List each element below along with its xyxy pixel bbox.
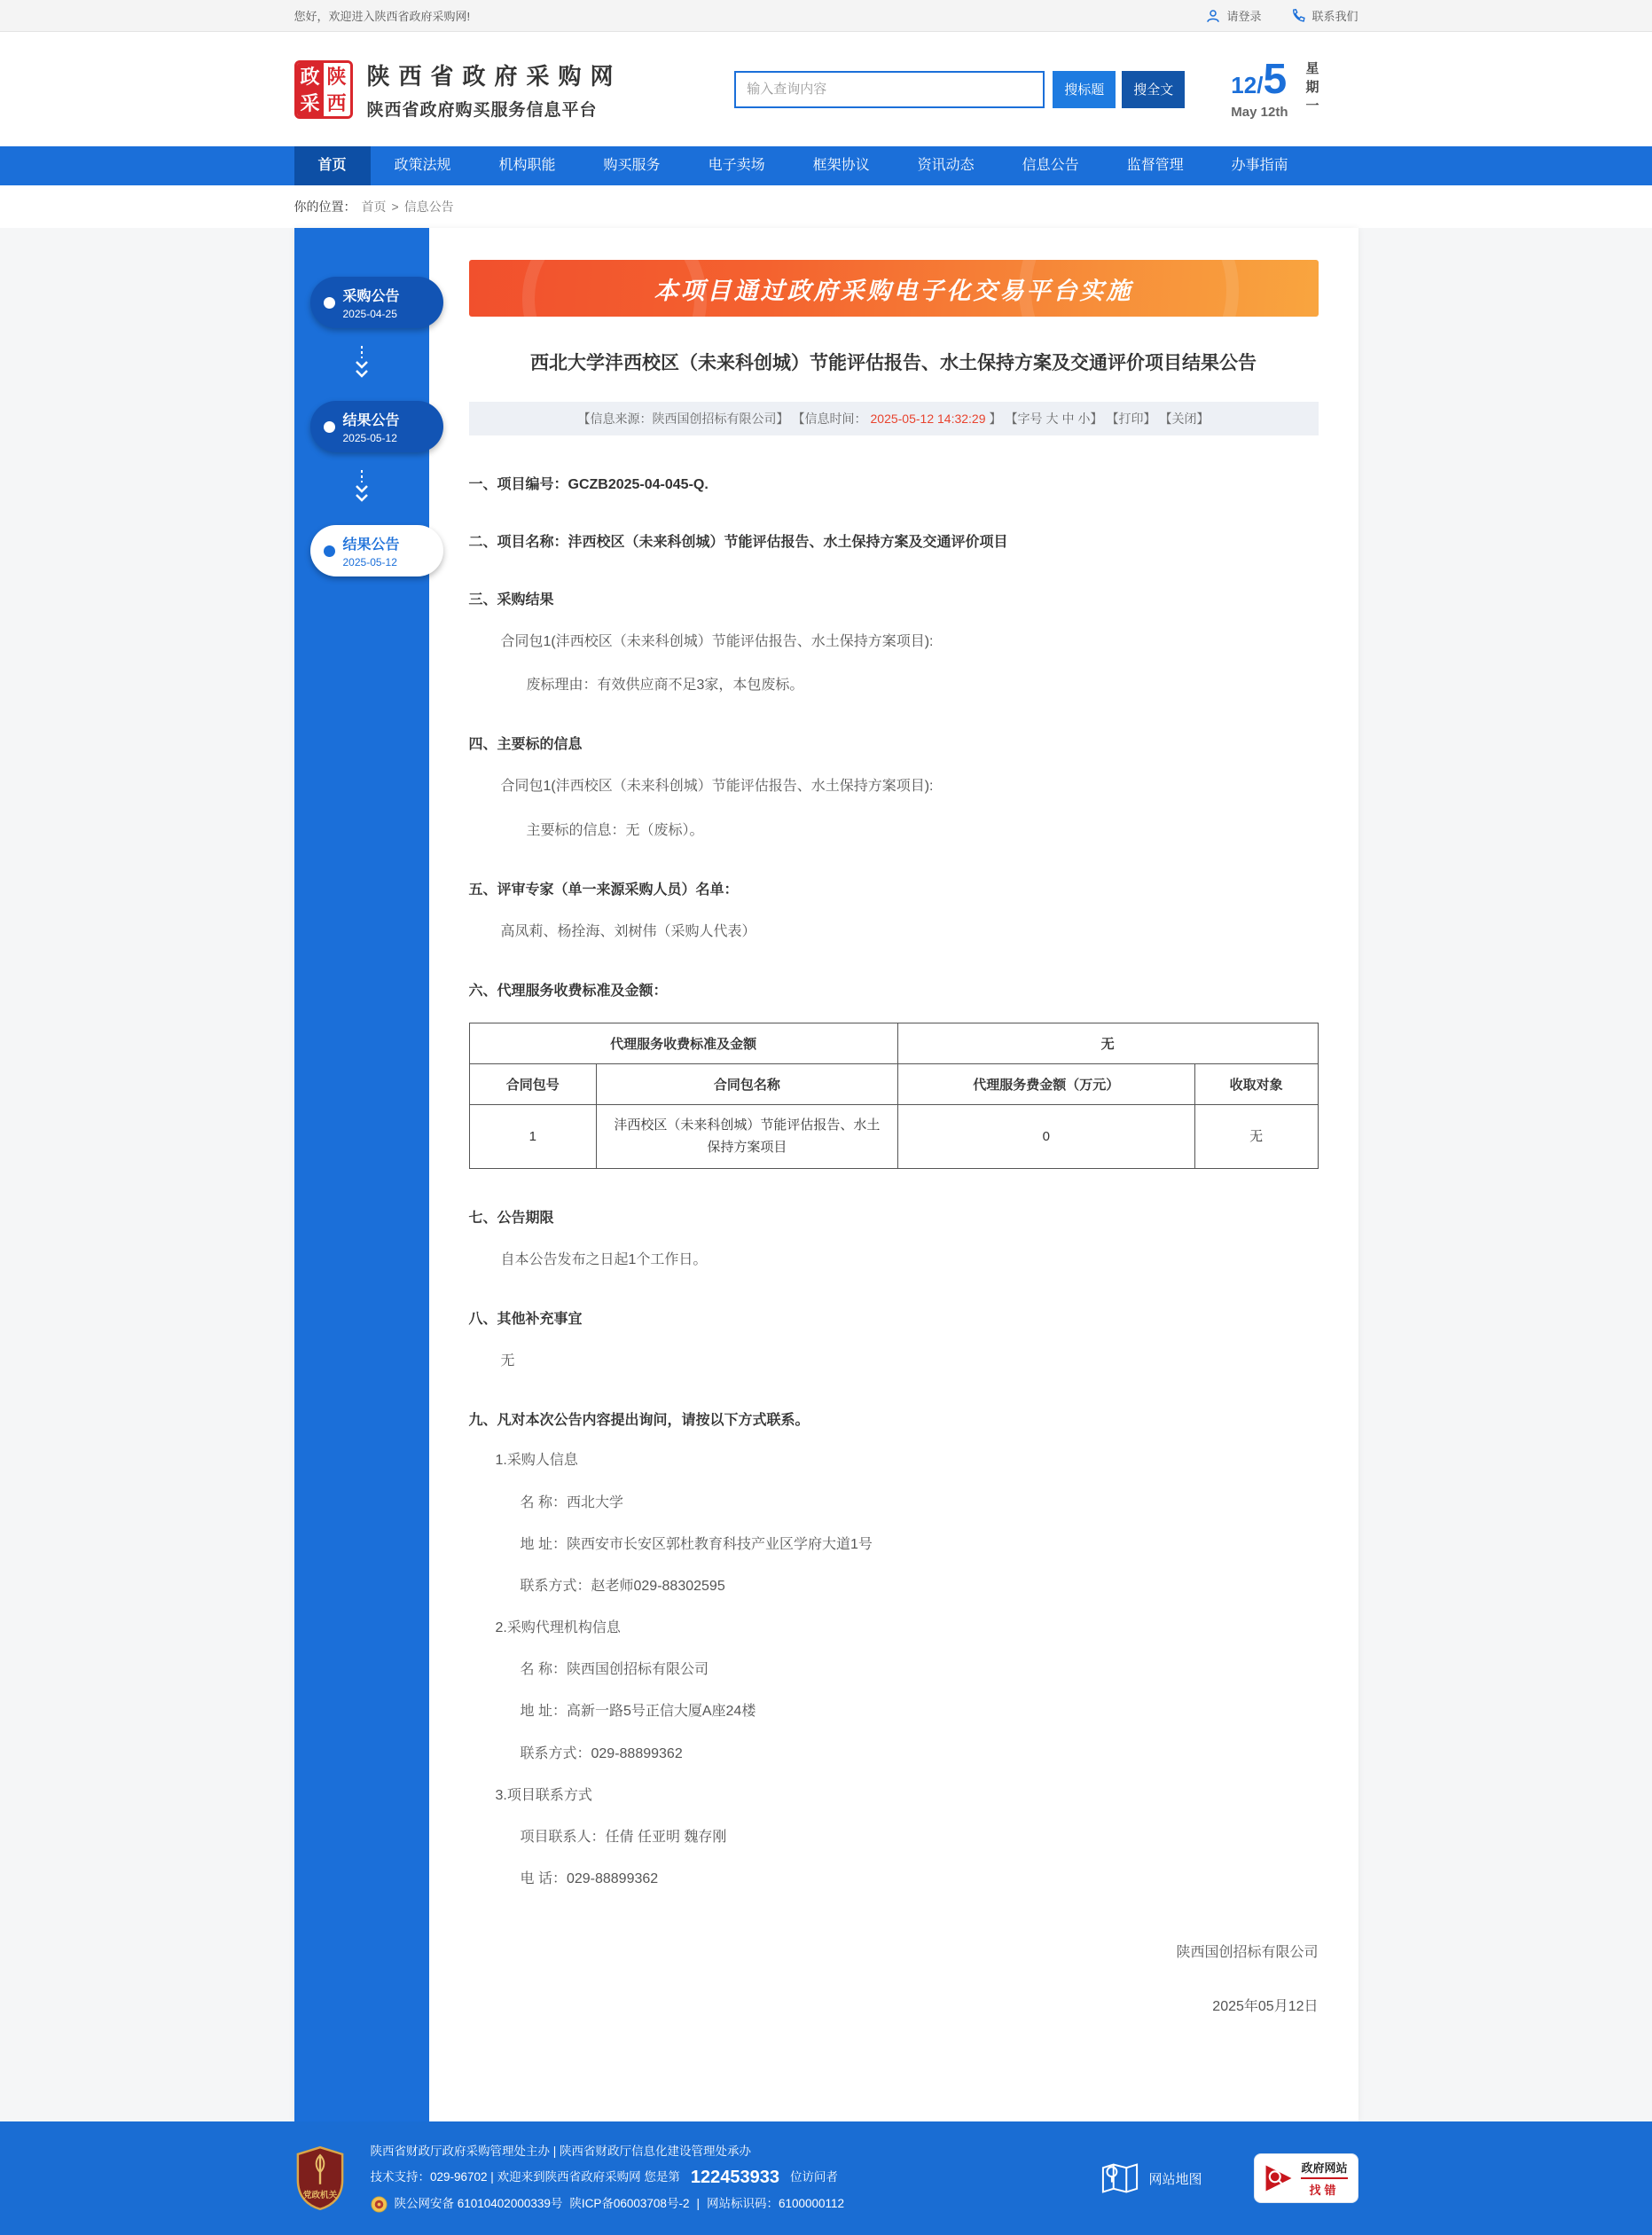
font-size-small-button[interactable]: 小】 [1077, 412, 1103, 426]
timeline-item-procurement-notice[interactable]: 采购公告 2025-04-25 [310, 277, 443, 328]
date-weekday: 星期一 [1304, 61, 1319, 117]
site-title: 陕西省政府采购网 [366, 62, 622, 90]
cell-fee-amount: 0 [897, 1104, 1194, 1168]
nav-item-purchase-service[interactable]: 购买服务 [603, 158, 661, 173]
timeline-arrow-icon [294, 328, 429, 401]
table-merged-header-right: 无 [897, 1023, 1318, 1063]
nav-item-announcements[interactable]: 信息公告 [1022, 158, 1079, 173]
gov-website-find-error-badge[interactable]: 政府网站 找错 [1254, 2153, 1358, 2203]
timeline-dot [324, 545, 335, 557]
user-icon [1205, 8, 1221, 24]
sitemap-link[interactable]: 网站地图 [1100, 2160, 1202, 2196]
timeline-dot [324, 297, 335, 309]
nav-item-supervision[interactable]: 监督管理 [1126, 158, 1184, 173]
nav-item-policies[interactable]: 政策法规 [394, 158, 451, 173]
font-size-medium-button[interactable]: 中 [1061, 412, 1075, 426]
timeline-sidebar [294, 228, 429, 2121]
article-signature [469, 1941, 1319, 2015]
footer-support-suffix: 位访问者 [789, 2169, 838, 2184]
article-info-bar: 【信息来源：陕西国创招标有限公司】 【信息时间： 2025-05-12 14:32:29 】 【字号 大 中 小】 【打印】 【关闭】 [469, 402, 1319, 435]
agency-fee-table [469, 1023, 1319, 1169]
site-header [0, 32, 1652, 146]
section-project-number: 一、项目编号：GCZB2025-04-045-Q. [468, 477, 709, 492]
content-band [0, 228, 1652, 2121]
article-main [429, 228, 1358, 2121]
platform-banner: 本项目通过政府采购电子化交易平台实施 [469, 260, 1319, 317]
section-notice-period: 七、公告期限 自本公告发布之日起1个工作日。 [468, 1210, 708, 1267]
info-time-label: 【信息时间： [792, 412, 867, 426]
section-contact-info: 九、凡对本次公告内容提出询问，请按以下方式联系。 1.采购人信息 名 称：西北大学 地 址：陕西安市长安区郭杜教育科技产业区学府大道1号 联系方式：赵老师029-88302595 2.采购代理机构信息 名 称：陕西国创招标有限公司 地 址：高新一路5号正信大厦A座24楼 联系方式：029-88899362 3.项目联系方式 项目联系人：任倩 任亚明 魏存刚 电 话：029-88899362 [468, 1413, 873, 1887]
close-button[interactable]: 【关闭】 [1159, 412, 1210, 426]
table-merged-header-left: 代理服务收费标准及金额 [469, 1023, 897, 1063]
breadcrumb-separator: > [391, 200, 399, 214]
nav-item-framework[interactable]: 框架协议 [812, 158, 870, 173]
date-english: May 12th [1231, 105, 1288, 120]
search-input[interactable] [734, 71, 1045, 108]
breadcrumb-label: 你的位置： [294, 200, 356, 214]
table-row [469, 1104, 1318, 1168]
search-fulltext-button[interactable]: 搜全文 [1122, 71, 1185, 108]
breadcrumb-current: 信息公告 [403, 200, 454, 214]
signature-date: 2025年05月12日 [1212, 1999, 1319, 2015]
login-link[interactable]: 请登录 [1205, 7, 1261, 24]
welcome-text: 您好，欢迎进入陕西省政府采购网! [294, 10, 471, 23]
info-time-value: 2025-05-12 14:32:29 [870, 412, 986, 426]
footer-separator: | [696, 2197, 700, 2211]
font-size-label: 【字号 [1005, 412, 1043, 426]
map-icon [1100, 2160, 1139, 2196]
timeline-item-result-notice-2-active[interactable]: 结果公告 2025-05-12 [310, 525, 443, 576]
site-footer [0, 2121, 1652, 2235]
footer-support-prefix: 技术支持：029-96702 | 欢迎来到陕西省政府采购网 您是第 [370, 2169, 680, 2184]
article-title: 西北大学沣西校区（未来科创城）节能评估报告、水土保持方案及交通评价项目结果公告 [530, 353, 1257, 373]
date-widget [1231, 56, 1358, 120]
table-header-fee-amount: 代理服务费金额（万元） [897, 1063, 1194, 1104]
cell-charged-party: 无 [1194, 1104, 1318, 1168]
nav-item-home[interactable]: 首页 [294, 146, 371, 185]
site-logo: 政 陕 采 西 [294, 60, 353, 119]
section-other-matters: 八、其他补充事宜 无 [468, 1312, 583, 1369]
visitor-count: 122453933 [690, 2167, 779, 2187]
table-header-package-name: 合同包名称 [597, 1063, 898, 1104]
section-agency-fee: 六、代理服务收费标准及金额： 代理服务收费标准及金额 无 合同包号 合同包名称 代理服务费金额（万元） 收取对象 1 沣西校区（未来科创城）节能评估报告、水土保持方案项目 0 无 [469, 979, 1319, 1169]
party-government-badge-icon [294, 2145, 346, 2212]
section-experts: 五、评审专家（单一来源采购人员）名单： 高凤莉、杨拴海、刘树伟（采购人代表） [468, 882, 756, 939]
font-size-large-button[interactable]: 大 [1045, 412, 1059, 426]
breadcrumb [294, 185, 1358, 228]
site-identifier-code: 网站标识码：6100000112 [706, 2197, 845, 2211]
date-month: 12/ [1231, 72, 1264, 98]
breadcrumb-home[interactable]: 首页 [361, 200, 387, 214]
footer-organizer-line: 陕西省财政厅政府采购管理处主办 | 陕西省财政厅信息化建设管理处承办 [370, 2144, 752, 2158]
timeline-item-result-notice-1[interactable]: 结果公告 2025-05-12 [310, 401, 443, 452]
print-button[interactable]: 【打印】 [1106, 412, 1156, 426]
nav-item-guide[interactable]: 办事指南 [1231, 158, 1288, 173]
nav-item-news[interactable]: 资讯动态 [917, 158, 975, 173]
date-day: 5 [1263, 56, 1288, 103]
topbar [0, 0, 1652, 32]
search-area [734, 71, 1185, 108]
contact-link[interactable]: 联系我们 [1291, 7, 1358, 24]
section-project-name: 二、项目名称：沣西校区（未来科创城）节能评估报告、水土保持方案及交通评价项目 [468, 535, 1008, 550]
breadcrumb-row [0, 185, 1652, 228]
icp-record-link[interactable]: 陕ICP备06003708号-2 [569, 2197, 690, 2211]
nav-item-e-market[interactable]: 电子卖场 [708, 158, 765, 173]
police-record-link[interactable]: 陕公网安备 61010402000339号 [394, 2197, 563, 2211]
police-badge-icon [371, 2196, 388, 2213]
nav-item-functions[interactable]: 机构职能 [498, 158, 556, 173]
info-source: 【信息来源：陕西国创招标有限公司】 [577, 412, 789, 426]
table-header-charged-party: 收取对象 [1194, 1063, 1318, 1104]
timeline-dot [324, 421, 335, 433]
main-nav [0, 146, 1652, 185]
search-title-button[interactable]: 搜标题 [1053, 71, 1116, 108]
find-error-flag-icon [1264, 2162, 1294, 2194]
svg-text:党政机关: 党政机关 [302, 2191, 337, 2201]
site-subtitle: 陕西省政府购买服务信息平台 [366, 100, 598, 120]
signature-company: 陕西国创招标有限公司 [1176, 1945, 1319, 1961]
cell-package-no: 1 [469, 1104, 597, 1168]
cell-package-name: 沣西校区（未来科创城）节能评估报告、水土保持方案项目 [597, 1104, 898, 1168]
phone-icon [1291, 8, 1306, 23]
section-main-bid-info: 四、主要标的信息 合同包1(沣西校区（未来科创城）节能评估报告、水土保持方案项目): 主要标的信息：无（废标）。 [468, 737, 934, 838]
timeline-arrow-icon [294, 452, 429, 525]
section-procurement-result: 三、采购结果 合同包1(沣西校区（未来科创城）节能评估报告、水土保持方案项目): 废标理由：有效供应商不足3家，本包废标。 [468, 592, 934, 694]
table-header-package-no: 合同包号 [469, 1063, 597, 1104]
